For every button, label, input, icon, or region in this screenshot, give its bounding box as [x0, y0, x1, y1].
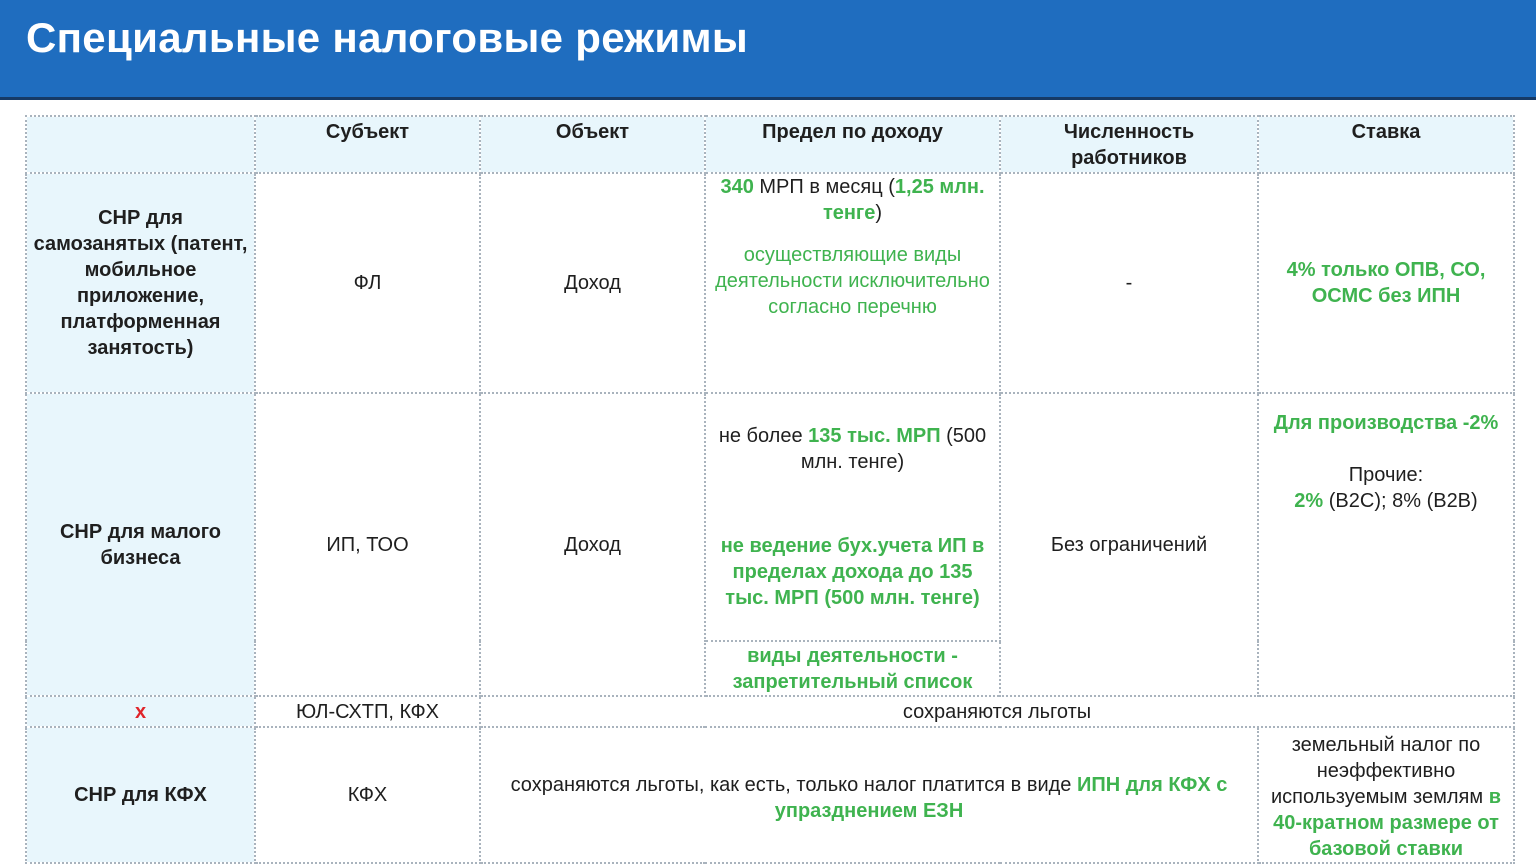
cell-rate: [1258, 393, 1514, 696]
income-limit-text: 340 МРП в месяц (1,25 млн. тенге): [720, 176, 985, 224]
row-title-self-employed: СНР для самозанятых (патент, мобильное приложение, платформенная занятость): [26, 173, 255, 393]
header-subject: Субъект: [255, 116, 480, 173]
title-bar: [0, 0, 1536, 100]
cell-farm-description: сохраняются льготы, как есть, только налог платится в виде ИПН для КФХ с упразднением ЕЗН: [480, 727, 1258, 863]
header-object: Объект: [480, 116, 705, 173]
table-row-farm: [26, 727, 1514, 863]
cell-subject: КФХ: [255, 727, 480, 863]
cell-subject: ИП, ТОО: [255, 393, 480, 696]
cell-object: Доход: [480, 173, 705, 393]
row-title-small-business: СНР для малого бизнеса: [26, 393, 255, 696]
header-row: [26, 116, 1514, 173]
rate-other-label: Прочие:: [1348, 464, 1424, 486]
header-employees: Численность работников: [1000, 116, 1258, 173]
cell-prohibited-list: виды деятельности - запретительный список: [705, 641, 1000, 696]
header-income-limit: Предел по доходу: [705, 116, 1000, 173]
cross-mark: x: [26, 696, 255, 727]
cell-rate: земельный налог по неэффективно используемым землям в 40-кратном размере от базовой ставки: [1258, 727, 1514, 863]
table-row-agro: [26, 696, 1514, 727]
cell-income-limit: [705, 393, 1000, 641]
tax-regimes-table: [25, 115, 1515, 864]
income-limit-note: осуществляющие виды деятельности исключительно согласно перечню: [715, 244, 990, 318]
row-title-farm: СНР для КФХ: [26, 727, 255, 863]
rate-other-values: 2% (B2C); 8% (B2B): [1294, 490, 1478, 512]
cell-employees: Без ограничений: [1000, 393, 1258, 696]
table-row-small-business: [26, 393, 1514, 641]
cell-subject: ФЛ: [255, 173, 480, 393]
header-empty: [26, 116, 255, 173]
rate-production: Для производства -2%: [1273, 412, 1499, 434]
cell-rate: 4% только ОПВ, СО, ОСМС без ИПН: [1258, 173, 1514, 393]
income-limit-text: не более 135 тыс. МРП (500 млн. тенге): [718, 425, 987, 473]
income-limit-note: не ведение бух.учета ИП в пределах дохода до 135 тыс. МРП (500 млн. тенге): [720, 535, 985, 609]
cell-benefits: сохраняются льготы: [480, 696, 1514, 727]
page-title: Специальные налоговые режимы: [26, 14, 749, 61]
table-row-self-employed: [26, 173, 1514, 393]
cell-object: Доход: [480, 393, 705, 696]
header-rate: Ставка: [1258, 116, 1514, 173]
cell-subject: ЮЛ-СХТП, КФХ: [255, 696, 480, 727]
cell-employees: -: [1000, 173, 1258, 393]
cell-income-limit: [705, 173, 1000, 393]
